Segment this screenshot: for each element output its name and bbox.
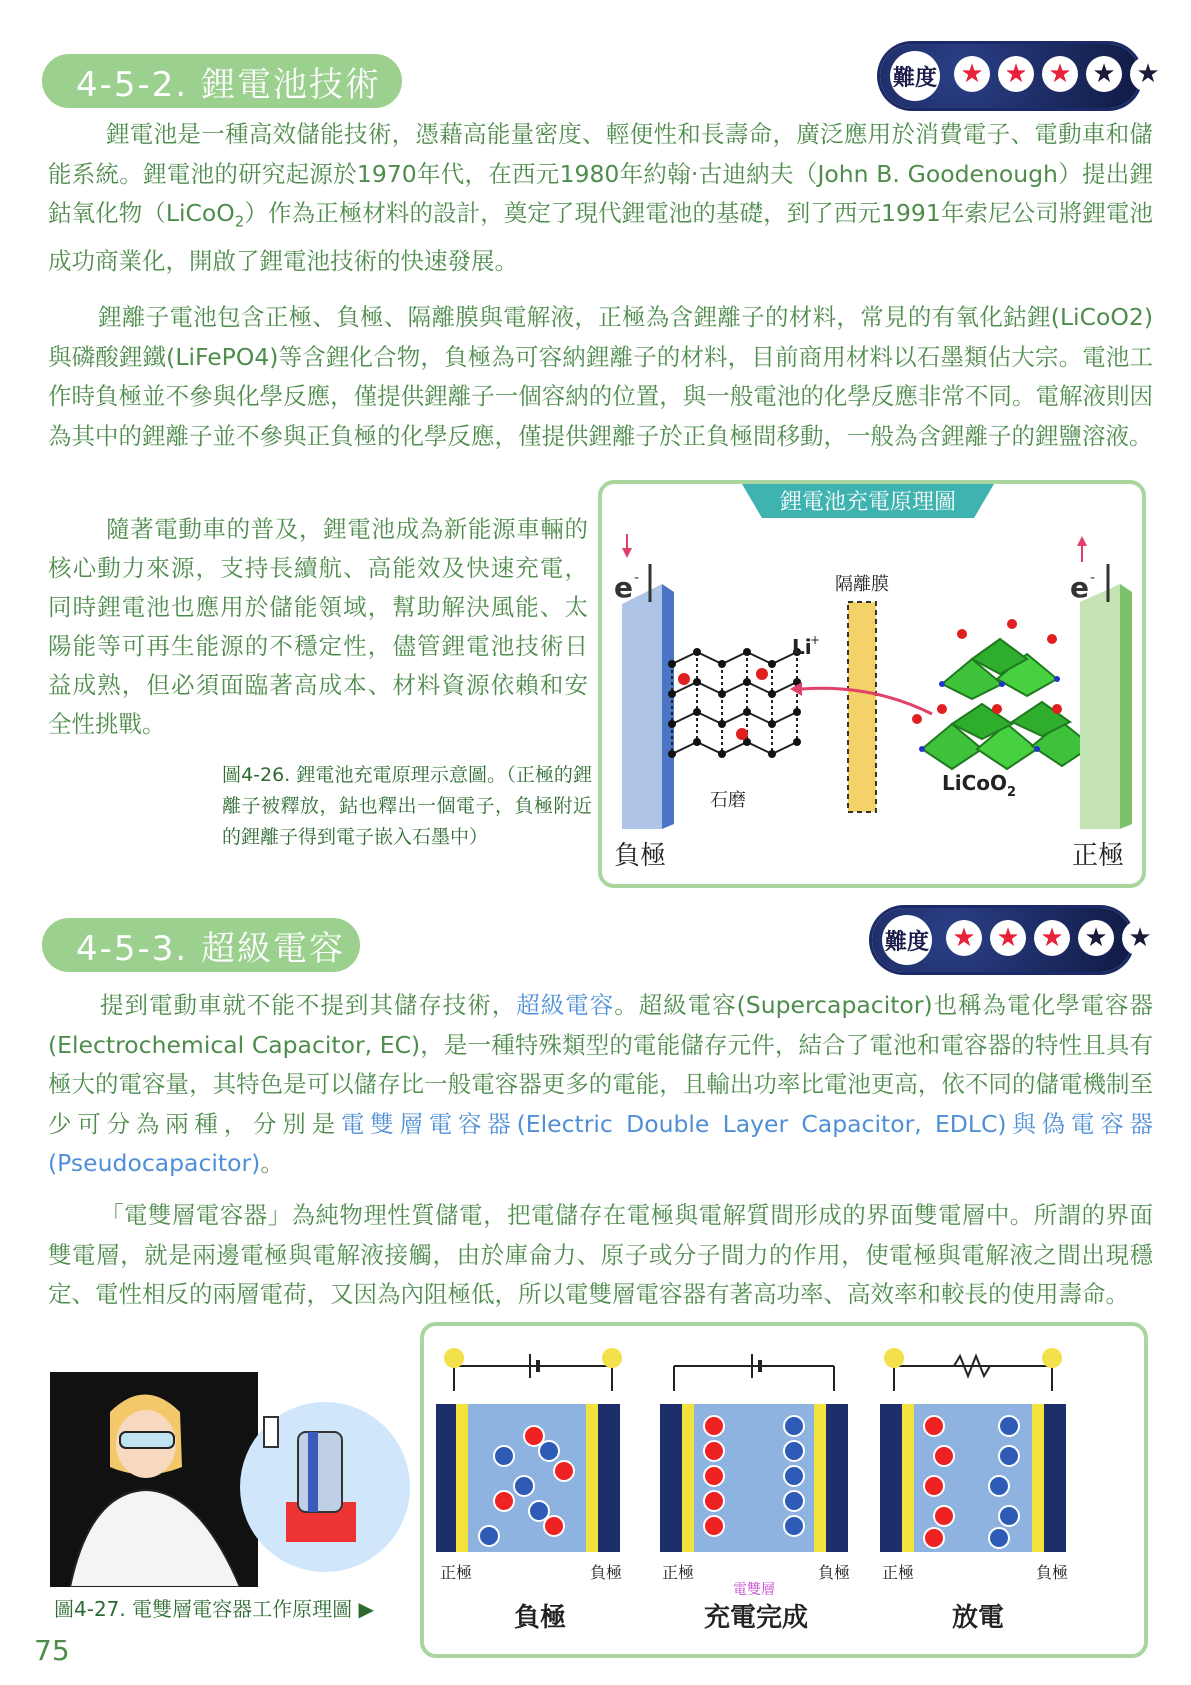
section-title-4-5-3 xyxy=(42,918,360,972)
separator-membrane xyxy=(848,602,876,812)
panel1-title: 負極 xyxy=(514,1603,567,1633)
electron-label-right: e xyxy=(1070,571,1089,604)
panel3-title: 放電 xyxy=(952,1603,1005,1633)
lithium-diagram-svg xyxy=(602,484,1142,884)
star-filled-icon: ★ xyxy=(954,56,990,92)
goggles-icon xyxy=(120,1432,174,1448)
paragraph-lithium-structure: 鋰離子電池包含正極、負極、隔離膜與電解液，正極為含鋰離子的材料，常見的有氧化鈷鋰(LiCoO2)與磷酸鋰鐵(LiFePO4)等含鋰化合物，負極為可容納鋰離子的材料，目前商用材料以石墨類佔大宗。電池工作時負極並不參與化學反應，僅提供鋰離子一個容納的位置，與一般電池的化學反應非常不同。電解液則因為其中的鋰離子並不參與正負極的化學反應，僅提供鋰離子於正負極間移動，一般為含鋰離子的鋰鹽溶液。 xyxy=(48,303,1153,450)
edlc-panel-discharging xyxy=(880,1348,1068,1633)
negative-electrode xyxy=(622,584,662,829)
star-empty-icon: ★ xyxy=(1130,56,1166,92)
paragraph-lithium-intro: 鋰電池是一種高效儲能技術，憑藉高能量密度、輕便性和長壽命，廣泛應用於消費電子、電動車和儲能系統。鋰電池的研究起源於1970年代，在西元1980年約翰‧古迪納夫（John B. Goodenough）提出鋰鈷氧化物（LiCoO$_2$）作為正極材料的設計，奠定了現代鋰電池的基礎，到了西元1991年索尼公司將鋰電池成功商業化，開啟了鋰電池技術的快速發展。 xyxy=(48,120,1153,276)
edlc-panel-charged xyxy=(660,1354,850,1633)
star-filled-icon: ★ xyxy=(1034,920,1070,956)
difficulty-badge xyxy=(880,44,1160,108)
edlc-panel-charging xyxy=(436,1348,622,1633)
difficulty-label: 難度 xyxy=(890,51,940,101)
scientist-illustration xyxy=(50,1372,410,1587)
section-title-text: 4-5-3. 超級電容 xyxy=(76,928,346,969)
star-filled-icon: ★ xyxy=(998,56,1034,92)
licoo2-structure xyxy=(922,639,1092,769)
panel3-left-label: 正極 xyxy=(882,1563,915,1582)
negative-electrode-label: 負極 xyxy=(614,841,667,871)
svg-text:-: - xyxy=(1090,570,1096,586)
figure-banner-title: 鋰電池充電原理圖 xyxy=(779,490,957,515)
panel2-title: 充電完成 xyxy=(704,1603,809,1633)
licoo2-label: LiCoO$_2$ xyxy=(942,771,1017,800)
panel1-left-label: 正極 xyxy=(440,1563,473,1582)
section-title-text: 4-5-2. 鋰電池技術 xyxy=(76,64,382,105)
graphite-lattice xyxy=(672,652,797,754)
paragraph-lithium-applications: 隨著電動車的普及，鋰電池成為新能源車輛的核心動力來源，支持長續航、高能效及快速充電，同時鋰電池也應用於儲能領域，幫助解決風能、太陽能等可再生能源的不穩定性，儘管鋰電池技術日益成熟，但必須面臨著高成本、材料資源依賴和安全性挑戰。 xyxy=(48,515,588,738)
separator-label: 隔離膜 xyxy=(835,574,889,595)
svg-text:-: - xyxy=(634,570,640,586)
panel2-right-label: 負極 xyxy=(818,1563,851,1582)
panel2-left-label: 正極 xyxy=(662,1563,695,1582)
capacitor-icon xyxy=(298,1432,342,1512)
positive-electrode xyxy=(1080,584,1120,829)
figure-caption-4-26: 圖4-26. 鋰電池充電原理示意圖。（正極的鋰離子被釋放，鈷也釋出一個電子，負極附近的鋰離子得到電子嵌入石墨中） xyxy=(222,764,592,848)
star-empty-icon: ★ xyxy=(1078,920,1114,956)
li-ion-label: Li xyxy=(792,635,812,659)
figure-lithium-charging xyxy=(598,480,1146,888)
positive-electrode-label: 正極 xyxy=(1072,841,1125,871)
panel3-right-label: 負極 xyxy=(1036,1563,1069,1582)
star-empty-icon: ★ xyxy=(1086,56,1122,92)
plug-icon xyxy=(264,1417,278,1447)
star-empty-icon: ★ xyxy=(1122,920,1158,956)
svg-text:+: + xyxy=(810,633,821,647)
paragraph-edlc: 「電雙層電容器」為純物理性質儲電，把電儲存在電極與電解質間形成的界面雙電層中。所謂的界面雙電層，就是兩邊電極與電解液接觸，由於庫侖力、原子或分子間力的作用，使電極與電解液之間出現穩定、電性相反的兩層電荷，又因為內阻極低，所以電雙層電容器有著高功率、高效率和較長的使用壽命。 xyxy=(48,1201,1153,1308)
graphite-label: 石磨 xyxy=(710,790,746,811)
figure-caption-4-27: 圖4-27. 電雙層電容器工作原理圖 ▶ xyxy=(54,1597,374,1621)
star-filled-icon: ★ xyxy=(1042,56,1078,92)
difficulty-badge xyxy=(872,908,1152,972)
star-filled-icon: ★ xyxy=(946,920,982,956)
figure-edlc-working-principle xyxy=(420,1322,1148,1658)
electron-label-left: e xyxy=(614,571,633,604)
section-title-4-5-2 xyxy=(42,54,402,108)
panel2-note: 電雙層 xyxy=(733,1582,775,1598)
page-number: 75 xyxy=(34,1634,70,1667)
difficulty-label: 難度 xyxy=(882,915,932,965)
panel1-right-label: 負極 xyxy=(590,1563,623,1582)
star-filled-icon: ★ xyxy=(990,920,1026,956)
edlc-diagram-svg xyxy=(424,1326,1144,1654)
paragraph-supercapacitor-intro: 提到電動車就不能不提到其儲存技術，超級電容。超級電容(Supercapacitor)也稱為電化學電容器(Electrochemical Capacitor, EC)，是一種特殊類型的電能儲存元件，結合了電池和電容器的特性且具有極大的電容量，其特色是可以儲存比一般電容器更多的電能，且輸出功率比電池更高，依不同的儲電機制至少可分為兩種，分別是電雙層電容器(Electric Double Layer Capacitor, EDLC)與偽電容器(Pseudocapacitor)。 xyxy=(48,991,1154,1177)
